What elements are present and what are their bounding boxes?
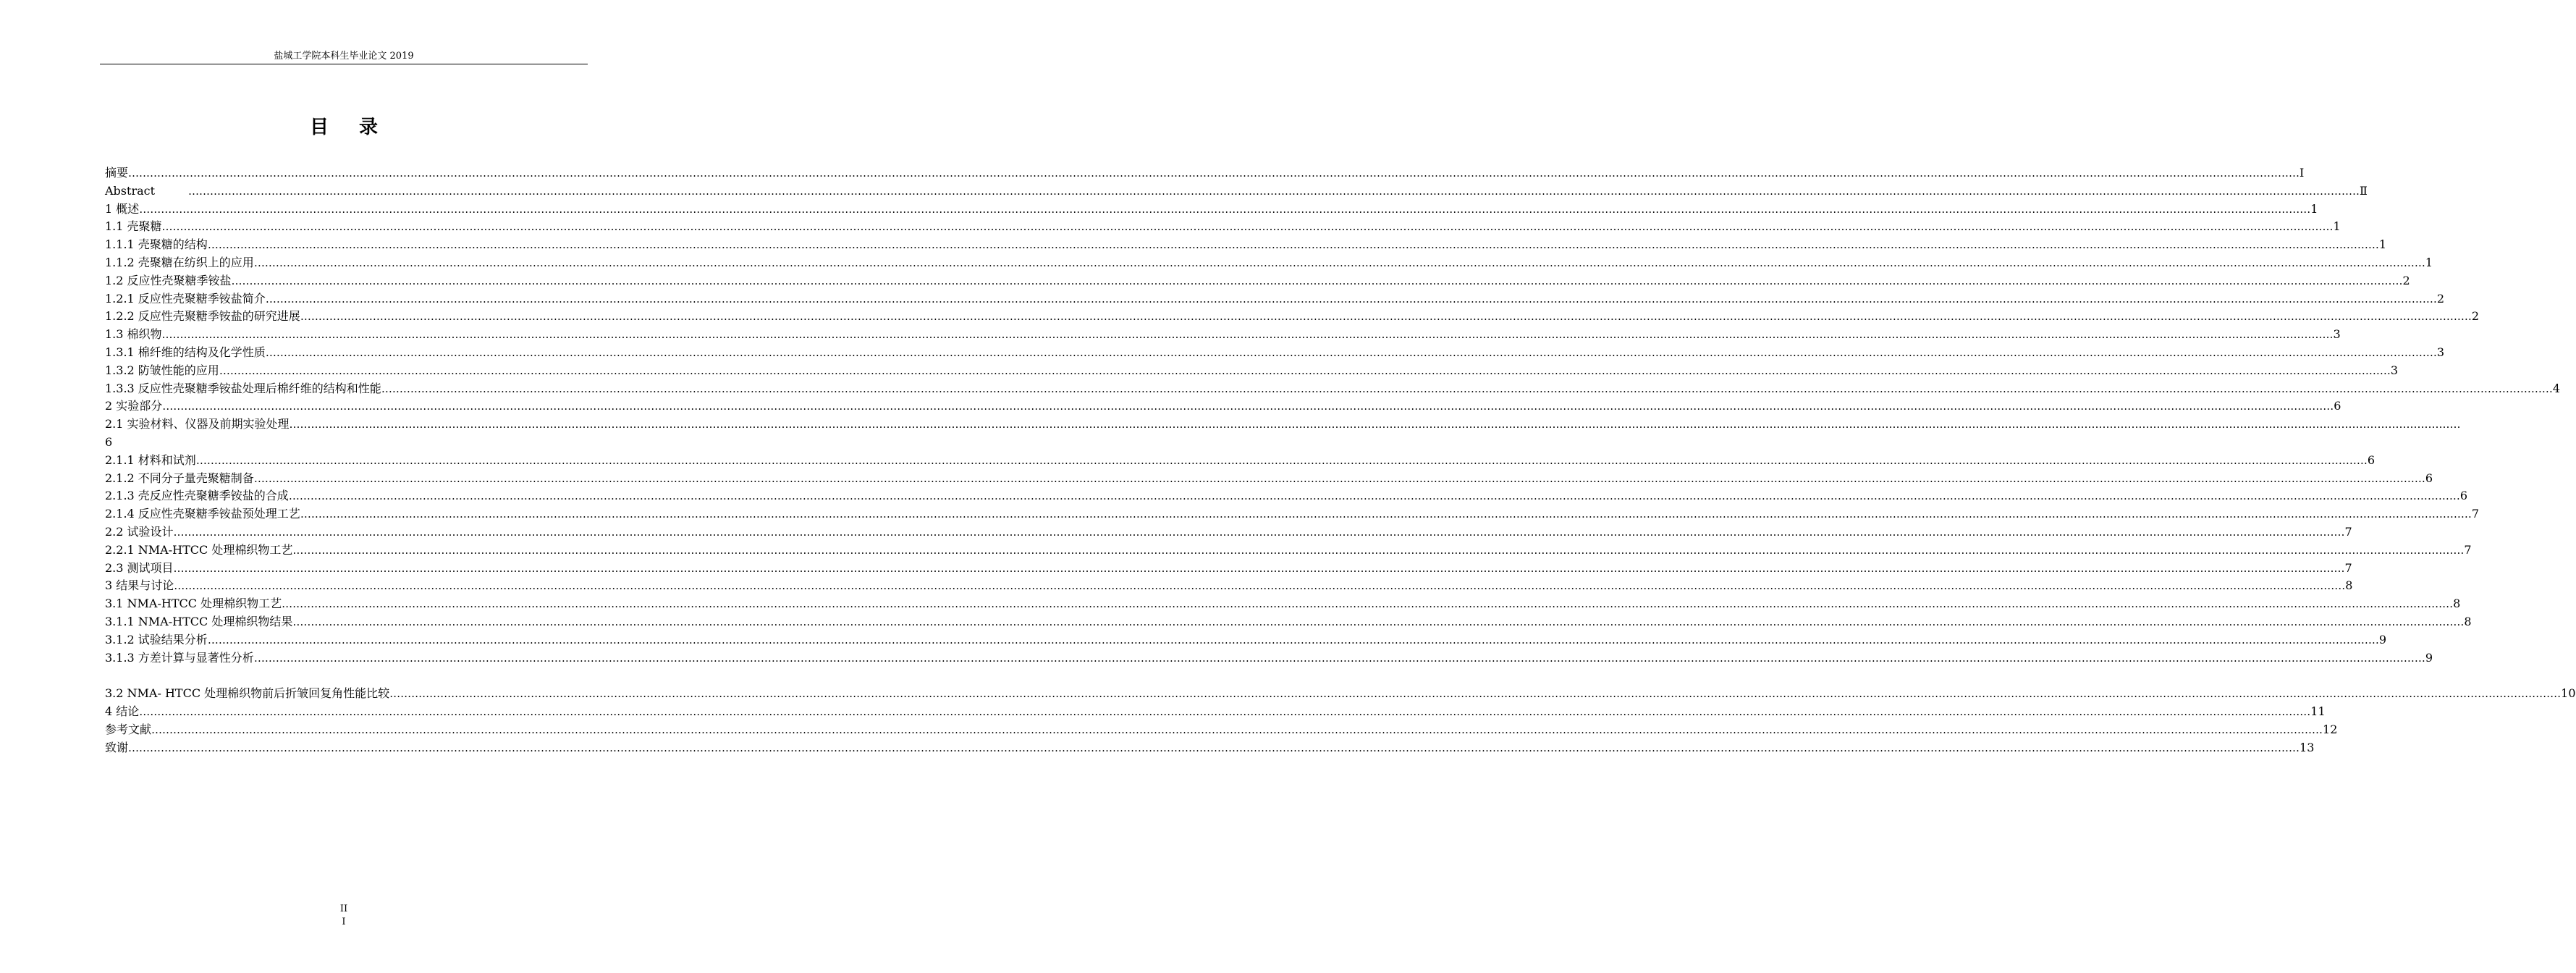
toc-entry-page: 6 bbox=[2459, 489, 2467, 503]
toc-entry[interactable] bbox=[105, 254, 2433, 272]
toc-dot-leader: …………………………………………………………………………………………………………………………………………………………………………………………………………………………………………………………………………………………………………………………………………………………………………………………………………………………………………………………………………………………………………………………………………………… bbox=[253, 256, 2425, 269]
toc-entry[interactable] bbox=[105, 649, 2433, 667]
toc-entry[interactable] bbox=[105, 290, 2444, 308]
toc-entry-label: 1.1 壳聚糖 bbox=[105, 219, 162, 234]
toc-entry-page: 9 bbox=[2378, 632, 2386, 646]
toc-entry-page: 7 bbox=[2344, 524, 2352, 539]
toc-entry[interactable] bbox=[105, 201, 2318, 219]
page-number-line-1: II bbox=[339, 904, 348, 914]
toc-dot-leader: …………………………………………………………………………………………………………………………………………………………………………………………………………………………………………………………………………………………………………………………………………………………………………………………………………………………………………………………………………………………………………………………………………………… bbox=[161, 328, 2334, 342]
toc-entry-label: 摘要 bbox=[105, 166, 129, 180]
toc-entry-page: 9 bbox=[2425, 650, 2433, 665]
toc-entry-page: 6 bbox=[2425, 471, 2433, 485]
toc-dot-leader: …………………………………………………………………………………………………………………………………………………………………………………………………………………………………………………………………………………………………………………………………………………………………………………………………………………………………………………………………………………………………………………………………………………… bbox=[288, 489, 2460, 503]
toc-entry[interactable] bbox=[105, 218, 2341, 236]
toc-entry-label: 3.1 NMA-HTCC 处理棉织物工艺 bbox=[105, 597, 282, 611]
toc-dot-leader: …………………………………………………………………………………………………………………………………………………………………………………………………………………………………………………………………………………………………………………………………………………………………………………………………………………………………………………………………………………………………………………………………………………… bbox=[300, 310, 2472, 324]
toc-entry-page: 1 bbox=[2310, 201, 2318, 216]
toc-entry[interactable] bbox=[105, 523, 2352, 542]
toc-entry[interactable] bbox=[105, 505, 2479, 523]
toc-dot-leader: …………………………………………………………………………………………………………………………………………………………………………………………………………………………………………………………………………………………………………………………………………………………………………………………………………………………………………………………………………………………………………………………………………………… bbox=[128, 741, 2300, 754]
toc-entry-label: 3.1.3 方差计算与显著性分析 bbox=[105, 650, 254, 665]
toc-entry-label: 2.2.1 NMA-HTCC 处理棉织物工艺 bbox=[105, 542, 293, 557]
toc-dot-leader: …………………………………………………………………………………………………………………………………………………………………………………………………………………………………………………………………………………………………………………………………………………………………………………………………………………………………………………………………………………………………………………………………………………… bbox=[151, 723, 2323, 736]
toc-entry[interactable] bbox=[105, 703, 2326, 721]
toc-entry[interactable] bbox=[105, 542, 2472, 560]
toc-entry-label: 1.3.1 棉纤维的结构及化学性质 bbox=[105, 345, 266, 359]
toc-entry-label: 2 实验部分 bbox=[105, 399, 163, 413]
toc-dot-leader: …………………………………………………………………………………………………………………………………………………………………………………………………………………………………………………………………………………………………………………………………………………………………………………………………………………………………………………………………………………………………………………………………………………… bbox=[188, 184, 2360, 198]
toc-entry-label: 2.2 试验设计 bbox=[105, 524, 174, 539]
toc-dot-leader: …………………………………………………………………………………………………………………………………………………………………………………………………………………………………………………………………………………………………………………………………………………………………………………………………………………………………………………………………………………………………………………………………………………… bbox=[128, 167, 2300, 180]
toc-entry[interactable] bbox=[105, 344, 2444, 362]
toc-entry-page: 1 bbox=[2378, 237, 2386, 252]
toc-entry-page: 3 bbox=[2333, 327, 2341, 342]
toc-entry-page: Ⅰ bbox=[2300, 166, 2305, 180]
toc-entry-label: 2.1.3 壳反应性壳聚糖季铵盐的合成 bbox=[105, 489, 289, 503]
toc-entry-page: 6 bbox=[2367, 452, 2375, 467]
toc-dot-leader: …………………………………………………………………………………………………………………………………………………………………………………………………………………………………………………………………………………………………………………………………………………………………………………………………………………………………………………………………………………………………………………………………………………… bbox=[207, 238, 2379, 252]
toc-entry[interactable] bbox=[105, 164, 2305, 182]
toc-entry-page: 2 bbox=[2471, 309, 2479, 324]
toc-entry[interactable] bbox=[105, 560, 2352, 578]
toc-dot-leader: …………………………………………………………………………………………………………………………………………………………………………………………………………………………………………………………………………………………………………………………………………………………………………………………………………………………………………………………………………………………………………………………………………………… bbox=[282, 597, 2454, 611]
toc-dot-leader: …………………………………………………………………………………………………………………………………………………………………………………………………………………………………………………………………………………………………………………………………………………………………………………………………………………………………………………………………………………………………………………………………………………… bbox=[265, 345, 2437, 359]
toc-entry-page: 13 bbox=[2300, 740, 2315, 754]
toc-dot-leader: …………………………………………………………………………………………………………………………………………………………………………………………………………………………………………………………………………………………………………………………………………………………………………………………………………………………………………………………………………………………………………………………………………………… bbox=[162, 400, 2334, 413]
toc-entry-page-wrapped: 6 bbox=[105, 434, 113, 449]
toc-entry-page: 8 bbox=[2345, 578, 2353, 593]
toc-dot-leader: …………………………………………………………………………………………………………………………………………………………………………………………………………………………………………………………………………………………………………………………………………………………………………………………………………………………………………………………………………………………………………………………………………………… bbox=[253, 471, 2425, 485]
toc-entry-label: 1.3 棉织物 bbox=[105, 327, 162, 342]
page-number-line-2: I bbox=[342, 917, 346, 927]
toc-entry-label: 3.2 NMA- HTCC 处理棉织物前后折皱回复角性能比较 bbox=[105, 686, 390, 701]
toc-entry[interactable] bbox=[105, 380, 2560, 398]
toc-dot-leader: …………………………………………………………………………………………………………………………………………………………………………………………………………………………………………………………………………………………………………………………………………………………………………………………………………………………………………………………………………………………………………………………………………………… bbox=[207, 633, 2379, 646]
toc-dot-leader: …………………………………………………………………………………………………………………………………………………………………………………………………………………………………………………………………………………………………………………………………………………………………………………………………………………………………………………………………………………………………………………………………………………… bbox=[174, 579, 2346, 593]
toc-entry[interactable] bbox=[105, 452, 2375, 470]
toc-entry[interactable] bbox=[105, 487, 2467, 505]
toc-title: 目录 bbox=[309, 117, 408, 138]
toc-entry-page: 7 bbox=[2471, 507, 2479, 521]
toc-entry-label: 2.1.2 不同分子量壳聚糖制备 bbox=[105, 471, 254, 485]
toc-entry[interactable] bbox=[105, 739, 2315, 757]
table-of-contents bbox=[105, 164, 2576, 757]
toc-entry-page: 7 bbox=[2464, 542, 2472, 557]
toc-entry-page: 8 bbox=[2464, 614, 2472, 628]
toc-entry[interactable] bbox=[105, 416, 2461, 434]
toc-entry-page: 6 bbox=[2334, 399, 2341, 413]
toc-entry[interactable] bbox=[105, 470, 2433, 488]
toc-entry[interactable] bbox=[105, 236, 2386, 254]
toc-entry[interactable] bbox=[105, 613, 2472, 631]
toc-dot-leader: …………………………………………………………………………………………………………………………………………………………………………………………………………………………………………………………………………………………………………………………………………………………………………………………………………………………………………………………………………………………………………………………………………………… bbox=[253, 651, 2425, 665]
toc-dot-leader: …………………………………………………………………………………………………………………………………………………………………………………………………………………………………………………………………………………………………………………………………………………………………………………………………………………………………………………………………………………………………………………………………………………… bbox=[289, 418, 2461, 431]
toc-dot-leader: …………………………………………………………………………………………………………………………………………………………………………………………………………………………………………………………………………………………………………………………………………………………………………………………………………………………………………………………………………………………………………………………………………………… bbox=[292, 615, 2465, 628]
toc-entry-label: 3 结果与讨论 bbox=[105, 578, 174, 593]
toc-entry-label: 参考文献 bbox=[105, 722, 152, 736]
toc-dot-leader: …………………………………………………………………………………………………………………………………………………………………………………………………………………………………………………………………………………………………………………………………………………………………………………………………………………………………………………………………………………………………………………………………………………… bbox=[195, 453, 2368, 467]
toc-entry-label: 1.1.2 壳聚糖在纺织上的应用 bbox=[105, 255, 254, 269]
toc-dot-leader: …………………………………………………………………………………………………………………………………………………………………………………………………………………………………………………………………………………………………………………………………………………………………………………………………………………………………………………………………………………………………………………………………………………… bbox=[292, 543, 2465, 557]
toc-entry-page: 4 bbox=[2552, 381, 2560, 395]
toc-entry[interactable] bbox=[105, 326, 2341, 344]
toc-entry[interactable] bbox=[105, 631, 2386, 649]
toc-entry-page: 3 bbox=[2390, 363, 2398, 377]
toc-entry-label: 2.1 实验材料、仪器及前期实验处理 bbox=[105, 417, 290, 431]
toc-entry-page: 7 bbox=[2344, 560, 2352, 575]
toc-entry-page: 2 bbox=[2402, 273, 2410, 287]
toc-entry-label: 3.1.1 NMA-HTCC 处理棉织物结果 bbox=[105, 614, 293, 628]
toc-entry-page: 12 bbox=[2323, 722, 2338, 736]
toc-entry-label: 2.3 测试项目 bbox=[105, 560, 174, 575]
toc-dot-leader: …………………………………………………………………………………………………………………………………………………………………………………………………………………………………………………………………………………………………………………………………………………………………………………………………………………………………………………………………………………………………………………………………………………… bbox=[265, 292, 2437, 306]
toc-entry-label: 1.1.1 壳聚糖的结构 bbox=[105, 237, 208, 252]
toc-entry-page: 8 bbox=[2453, 597, 2461, 611]
toc-entry-label: 1 概述 bbox=[105, 201, 140, 216]
toc-dot-leader: …………………………………………………………………………………………………………………………………………………………………………………………………………………………………………………………………………………………………………………………………………………………………………………………………………………………………………………………………………………………………………………………………………………… bbox=[139, 202, 2311, 216]
toc-entry-page: Ⅱ bbox=[2360, 183, 2368, 198]
toc-entry-page: 3 bbox=[2436, 345, 2444, 359]
toc-entry[interactable] bbox=[105, 308, 2479, 326]
toc-entry-label: 1.3.3 反应性壳聚糖季铵盐处理后棉纤维的结构和性能 bbox=[105, 381, 381, 395]
toc-entry-label: 2.1.1 材料和试剂 bbox=[105, 452, 196, 467]
toc-entry-page: 1 bbox=[2333, 219, 2341, 234]
toc-entry[interactable] bbox=[105, 397, 2341, 416]
toc-entry[interactable] bbox=[105, 362, 2398, 380]
toc-entry-page: 2 bbox=[2436, 291, 2444, 306]
toc-entry-page: 10 bbox=[2561, 686, 2576, 701]
toc-dot-leader: …………………………………………………………………………………………………………………………………………………………………………………………………………………………………………………………………………………………………………………………………………………………………………………………………………………………………………………………………………………………………………………………………………………… bbox=[139, 704, 2311, 718]
toc-entry-label: 1.2.2 反应性壳聚糖季铵盐的研究进展 bbox=[105, 309, 300, 324]
toc-entry[interactable] bbox=[105, 595, 2461, 613]
running-header: 盐城工学院本科生毕业论文 2019 bbox=[274, 51, 414, 62]
toc-entry-page: 1 bbox=[2425, 255, 2433, 269]
toc-dot-leader: …………………………………………………………………………………………………………………………………………………………………………………………………………………………………………………………………………………………………………………………………………………………………………………………………………………………………………………………………………………………………………………………………………………… bbox=[161, 220, 2334, 234]
toc-dot-leader: …………………………………………………………………………………………………………………………………………………………………………………………………………………………………………………………………………………………………………………………………………………………………………………………………………………………………………………………………………………………………………………………………………………… bbox=[381, 382, 2553, 395]
toc-entry-label: 致谢 bbox=[105, 740, 129, 754]
toc-entry-label: 1.2 反应性壳聚糖季铵盐 bbox=[105, 273, 232, 287]
toc-entry-label: Abstract bbox=[105, 183, 156, 198]
toc-dot-leader: …………………………………………………………………………………………………………………………………………………………………………………………………………………………………………………………………………………………………………………………………………………………………………………………………………………………………………………………………………………………………………………………………………………… bbox=[173, 561, 2345, 575]
toc-dot-leader: …………………………………………………………………………………………………………………………………………………………………………………………………………………………………………………………………………………………………………………………………………………………………………………………………………………………………………………………………………………………………………………………………………………… bbox=[300, 507, 2472, 521]
toc-dot-leader: …………………………………………………………………………………………………………………………………………………………………………………………………………………………………………………………………………………………………………………………………………………………………………………………………………………………………………………………………………………………………………………………………………………… bbox=[219, 363, 2391, 377]
toc-entry[interactable] bbox=[105, 272, 2410, 290]
toc-entry[interactable] bbox=[105, 685, 2576, 703]
toc-dot-leader: …………………………………………………………………………………………………………………………………………………………………………………………………………………………………………………………………………………………………………………………………………………………………………………………………………………………………………………………………………………………………………………………………………………… bbox=[173, 525, 2345, 539]
toc-entry-label: 2.1.4 反应性壳聚糖季铵盐预处理工艺 bbox=[105, 507, 300, 521]
toc-dot-leader: …………………………………………………………………………………………………………………………………………………………………………………………………………………………………………………………………………………………………………………………………………………………………………………………………………………………………………………………………………………………………………………………………………………… bbox=[231, 274, 2403, 287]
toc-entry-label: 1.2.1 反应性壳聚糖季铵盐简介 bbox=[105, 291, 266, 306]
toc-entry-label: 1.3.2 防皱性能的应用 bbox=[105, 363, 219, 377]
toc-entry-label: 3.1.2 试验结果分析 bbox=[105, 632, 208, 646]
toc-entry-page: 11 bbox=[2310, 704, 2326, 718]
toc-entry[interactable] bbox=[105, 577, 2353, 595]
toc-dot-leader: …………………………………………………………………………………………………………………………………………………………………………………………………………………………………………………………………………………………………………………………………………………………………………………………………………………………………………………………………………………………………………………………………………………… bbox=[389, 687, 2562, 701]
toc-entry-label: 4 结论 bbox=[105, 704, 140, 718]
toc-entry[interactable] bbox=[105, 721, 2338, 739]
toc-entry[interactable] bbox=[105, 182, 2368, 201]
